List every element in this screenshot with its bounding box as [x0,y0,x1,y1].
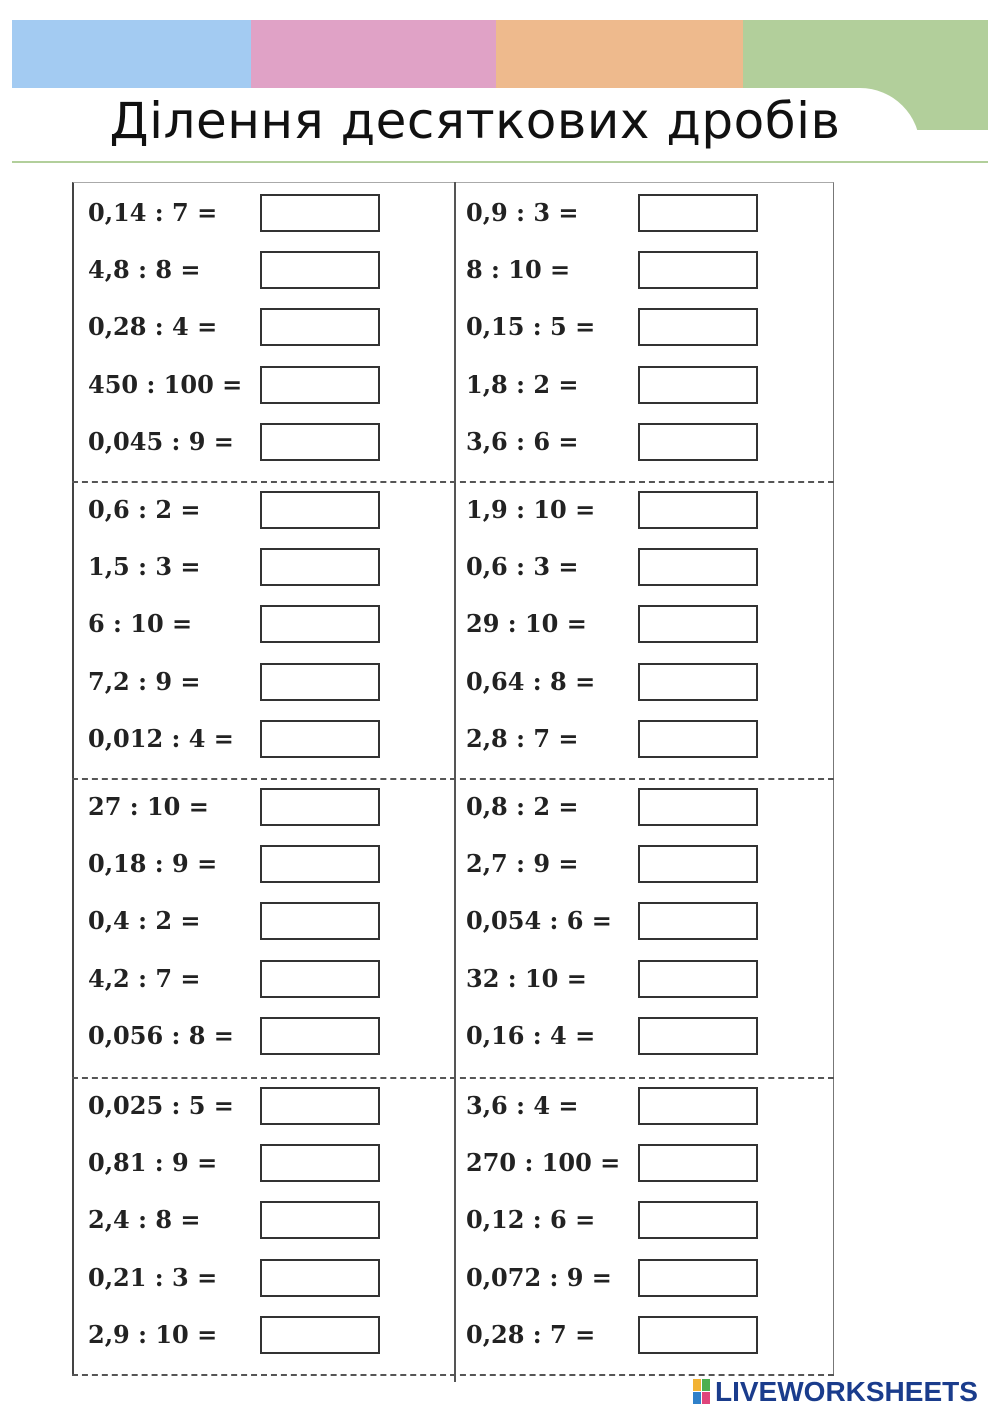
answer-input-box[interactable] [260,960,380,998]
answer-input-box[interactable] [260,366,380,404]
exercise-row [88,788,388,828]
exercise-expression: 2,4 : 8 = [88,1205,201,1235]
exercise-expression: 8 : 10 = [466,255,571,285]
exercise-expression: 1,9 : 10 = [466,495,596,524]
answer-input-box[interactable] [638,194,758,232]
exercise-expression: 0,28 : 7 = [466,1319,596,1349]
answer-input-box[interactable] [260,1144,380,1182]
section-divider [72,778,834,780]
answer-input-box[interactable] [260,1087,380,1125]
exercise-row [88,1316,388,1356]
exercise-expression: 0,8 : 2 = [466,792,579,821]
exercise-expression: 7,2 : 9 = [88,666,201,696]
exercise-expression: 0,12 : 6 = [466,1205,596,1235]
exercise-expression: 29 : 10 = [466,609,587,639]
answer-input-box[interactable] [638,1201,758,1239]
exercise-expression: 0,025 : 5 = [88,1091,234,1120]
exercise-expression: 0,21 : 3 = [88,1262,218,1292]
exercise-expression: 0,045 : 9 = [88,426,234,456]
exercise-row [466,845,766,885]
logo-text: LIVEWORKSHEETS [715,1376,978,1407]
answer-input-box[interactable] [260,1259,380,1297]
answer-input-box[interactable] [260,845,380,883]
exercise-expression: 270 : 100 = [466,1148,621,1178]
exercise-expression: 0,16 : 4 = [466,1020,596,1050]
exercise-expression: 1,8 : 2 = [466,369,579,399]
answer-input-box[interactable] [260,548,380,586]
exercise-row [88,845,388,885]
exercise-expression: 0,15 : 5 = [466,312,596,342]
section-divider [72,481,834,483]
answer-input-box[interactable] [638,491,758,529]
answer-input-box[interactable] [638,423,758,461]
answer-input-box[interactable] [638,902,758,940]
exercise-row [88,720,388,760]
answer-input-box[interactable] [638,788,758,826]
exercise-expression: 0,81 : 9 = [88,1148,218,1178]
exercise-expression: 0,4 : 2 = [88,906,201,936]
answer-input-box[interactable] [638,845,758,883]
answer-input-box[interactable] [260,605,380,643]
exercise-row [466,663,766,703]
exercise-expression: 6 : 10 = [88,609,193,639]
exercise-expression: 3,6 : 6 = [466,426,579,456]
exercise-expression: 0,9 : 3 = [466,198,579,227]
exercise-row [88,194,388,234]
exercise-row [466,788,766,828]
exercise-expression: 4,2 : 7 = [88,963,201,993]
exercise-expression: 32 : 10 = [466,963,587,993]
answer-input-box[interactable] [260,788,380,826]
exercise-expression: 0,054 : 6 = [466,906,612,936]
exercise-row [466,1087,766,1127]
answer-input-box[interactable] [260,1017,380,1055]
exercise-row [466,1017,766,1057]
exercise-row [466,251,766,291]
exercise-expression: 0,64 : 8 = [466,666,596,696]
answer-input-box[interactable] [260,1201,380,1239]
exercise-row [88,1259,388,1299]
exercise-expression: 0,18 : 9 = [88,849,218,879]
exercise-row [466,1201,766,1241]
exercise-row [88,366,388,406]
answer-input-box[interactable] [638,960,758,998]
exercise-row [466,1144,766,1184]
exercise-expression: 2,9 : 10 = [88,1319,218,1349]
answer-input-box[interactable] [260,902,380,940]
exercise-expression: 2,8 : 7 = [466,723,579,753]
exercise-expression: 4,8 : 8 = [88,255,201,285]
exercise-expression: 450 : 100 = [88,369,243,399]
header-color-bar-pink [251,20,496,88]
exercise-row [88,1144,388,1184]
header-color-bar-blue [12,20,251,88]
answer-input-box[interactable] [260,720,380,758]
exercise-expression: 0,056 : 8 = [88,1020,234,1050]
title-underline [12,161,988,163]
exercise-expression: 3,6 : 4 = [466,1091,579,1120]
exercise-row [466,960,766,1000]
exercise-row [88,423,388,463]
exercise-row [88,548,388,588]
page-title: Ділення десяткових дробів [109,92,841,150]
section-divider [72,1077,834,1079]
exercise-expression: 1,5 : 3 = [88,552,201,582]
exercise-expression: 0,012 : 4 = [88,723,234,753]
exercise-row [466,902,766,942]
exercise-row [88,1087,388,1127]
answer-input-box[interactable] [260,308,380,346]
answer-input-box[interactable] [638,605,758,643]
exercise-row [466,720,766,760]
answer-input-box[interactable] [638,1259,758,1297]
answer-input-box[interactable] [638,366,758,404]
exercise-row [466,423,766,463]
column-divider [454,182,456,1382]
exercise-expression: 0,072 : 9 = [466,1262,612,1292]
exercise-row [88,663,388,703]
answer-input-box[interactable] [260,1316,380,1354]
exercise-expression: 2,7 : 9 = [466,849,579,879]
exercise-row [466,308,766,348]
exercise-expression: 0,6 : 3 = [466,552,579,582]
exercise-row [88,1017,388,1057]
answer-input-box[interactable] [638,1087,758,1125]
answer-input-box[interactable] [638,1144,758,1182]
liveworksheets-logo [693,1376,978,1408]
exercise-row [88,491,388,531]
exercise-row [88,1201,388,1241]
exercise-row [88,960,388,1000]
exercise-expression: 27 : 10 = [88,792,209,821]
answer-input-box[interactable] [638,308,758,346]
answer-input-box[interactable] [638,720,758,758]
exercise-expression: 0,6 : 2 = [88,495,201,524]
exercise-expression: 0,14 : 7 = [88,198,218,227]
exercise-row [466,605,766,645]
answer-input-box[interactable] [260,251,380,289]
exercise-expression: 0,28 : 4 = [88,312,218,342]
exercise-row [88,308,388,348]
exercise-row [88,605,388,645]
exercise-row [466,548,766,588]
exercise-row [466,1316,766,1356]
answer-input-box[interactable] [260,663,380,701]
exercise-row [466,491,766,531]
exercise-row [466,366,766,406]
header-color-bar-orange [496,20,743,88]
answer-input-box[interactable] [638,548,758,586]
exercise-row [466,1259,766,1299]
answer-input-box[interactable] [638,663,758,701]
answer-input-box[interactable] [638,1017,758,1055]
exercise-row [466,194,766,234]
answer-input-box[interactable] [260,194,380,232]
answer-input-box[interactable] [260,491,380,529]
answer-input-box[interactable] [638,1316,758,1354]
liveworksheets-logo-icon [693,1379,711,1405]
exercise-row [88,251,388,291]
answer-input-box[interactable] [260,423,380,461]
answer-input-box[interactable] [638,251,758,289]
exercise-row [88,902,388,942]
